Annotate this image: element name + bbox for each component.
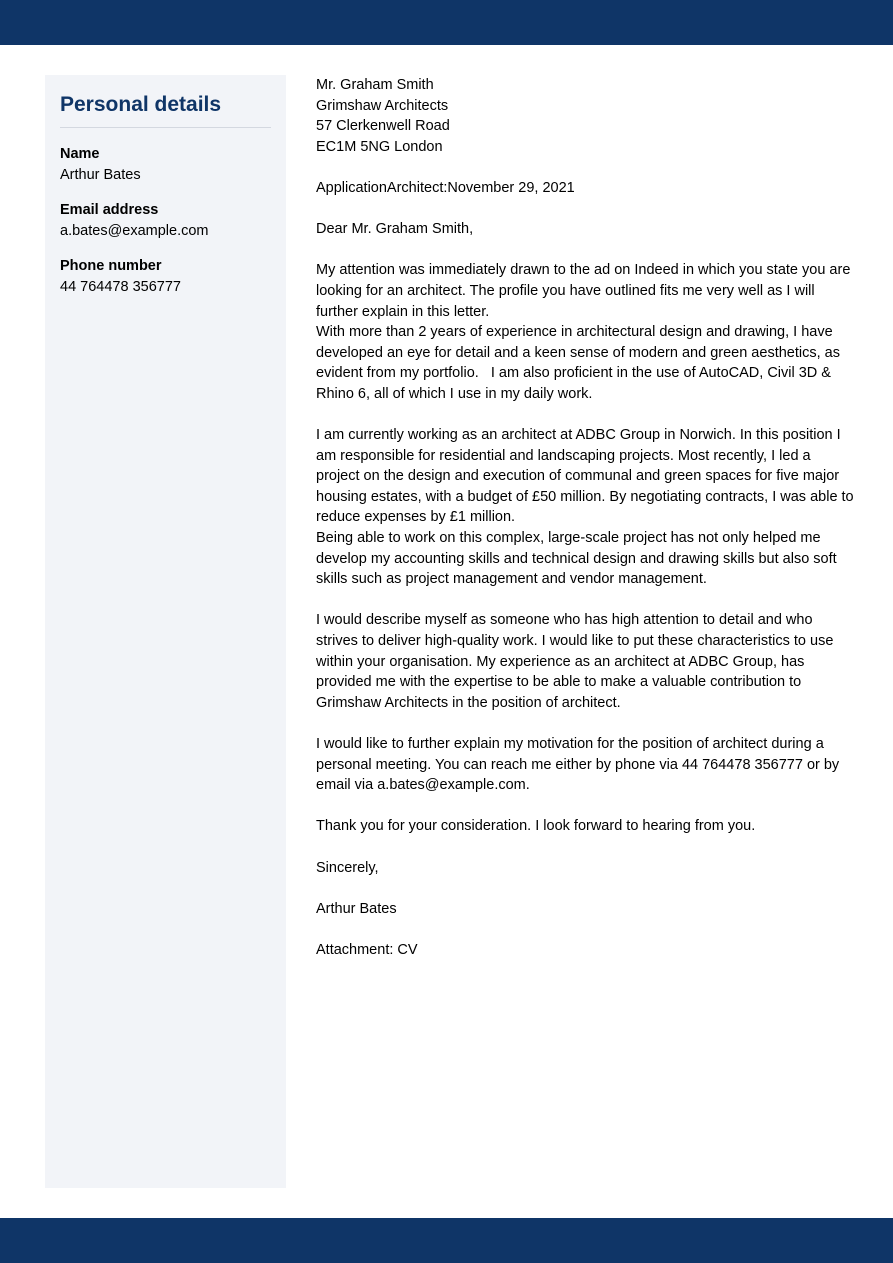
detail-name [60, 144, 271, 185]
paragraph-3: I would describe myself as someone who has high attention to detail and who strives to deliver high-quality work. I would like to put these characteristics to use within your organisation. My experience as an architect at ADBC Group, has provided me with the expertise to be able to make a valuable contribution to Grimshaw Architects in the position of architect. [316, 612, 834, 711]
sidebar-title: Personal details [60, 91, 271, 128]
paragraph-2a: I am currently working as an architect at ADBC Group in Norwich. In this position I am responsible for residential and landscaping projects. Most recently, I led a project on the design and execution of communal and green spaces for five major housing estates, with a budget of £50 million. By negotiating contracts, I was able to reduce expenses by £1 million. [316, 427, 858, 526]
closing: Sincerely, [316, 859, 379, 876]
detail-email [60, 200, 271, 241]
recipient-company: Grimshaw Architects [316, 97, 449, 114]
attachment-note: Attachment: CV [316, 941, 418, 958]
detail-label: Name [60, 146, 100, 162]
detail-label: Email address [60, 202, 159, 218]
paragraph-5: Thank you for your consideration. I look forward to hearing from you. [316, 818, 756, 835]
paragraph-2 [316, 425, 856, 590]
paragraph-2b: Being able to work on this complex, large-scale project has not only helped me develop my accounting skills and technical design and drawing skills but also soft skills such as project management and vendor management. [316, 530, 841, 588]
detail-value: a.bates@example.com [60, 222, 209, 239]
recipient-address [316, 75, 856, 157]
header-bar [0, 0, 893, 45]
recipient-street: 57 Clerkenwell Road [316, 118, 450, 135]
paragraph-1b: With more than 2 years of experience in architectural design and drawing, I have developed an eye for detail and a keen sense of modern and green aesthetics, as evident from my portfolio. I am also proficient in the use of AutoCAD, Civil 3D & Rhino 6, all of which I use in my daily work. [316, 324, 844, 402]
recipient-name: Mr. Graham Smith [316, 77, 434, 93]
personal-details-sidebar [45, 75, 286, 1188]
signature: Arthur Bates [316, 900, 397, 917]
recipient-city: EC1M 5NG London [316, 138, 443, 155]
subject-line: ApplicationArchitect:November 29, 2021 [316, 179, 575, 196]
detail-label: Phone number [60, 258, 162, 274]
paragraph-1 [316, 260, 856, 404]
detail-value: Arthur Bates [60, 166, 141, 183]
footer-bar [0, 1218, 893, 1263]
detail-phone [60, 256, 271, 297]
paragraph-1a: My attention was immediately drawn to the ad on Indeed in which you state you are looking for an architect. The profile you have outlined fits me very well as I will further explain in this letter. [316, 262, 855, 320]
detail-value: 44 764478 356777 [60, 278, 181, 295]
letter-body [316, 75, 856, 981]
salutation: Dear Mr. Graham Smith, [316, 221, 474, 238]
paragraph-4: I would like to further explain my motivation for the position of architect during a personal meeting. You can reach me either by phone via 44 764478 356777 or by email via a.bates@example.com. [316, 736, 840, 794]
